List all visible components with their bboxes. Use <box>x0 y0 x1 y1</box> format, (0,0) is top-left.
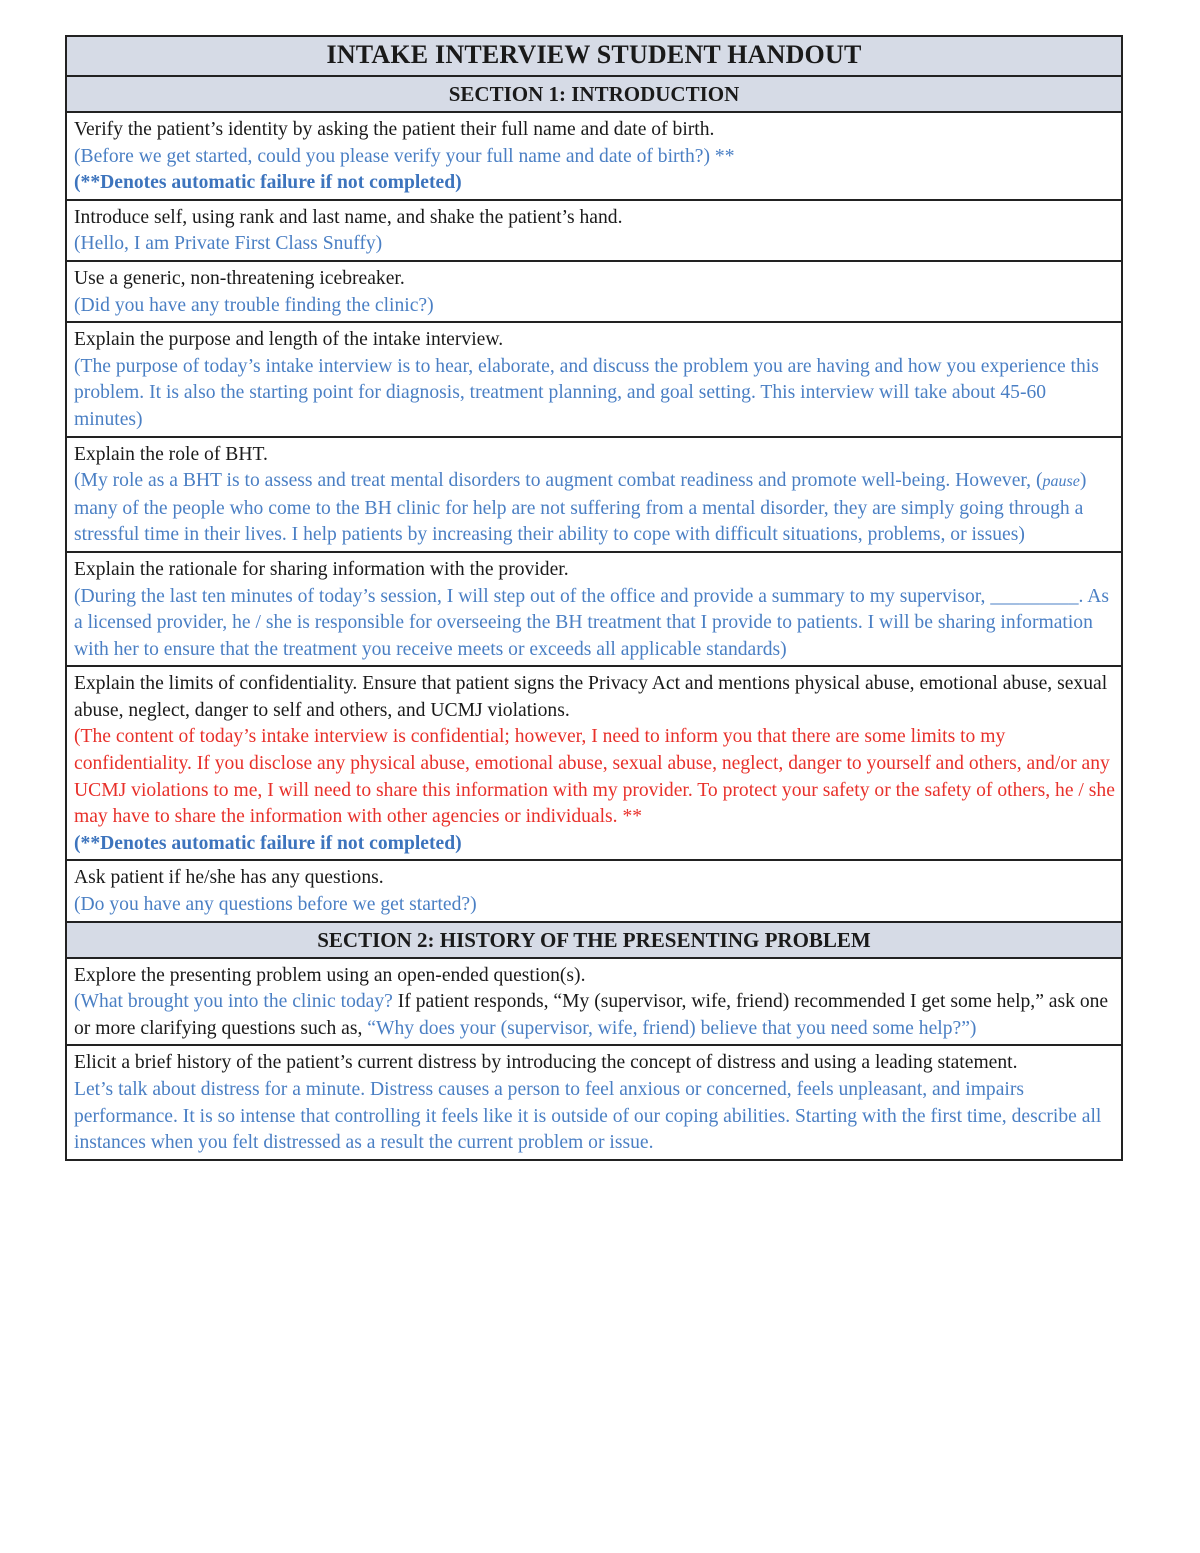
checklist-item-icebreaker <box>67 260 1121 321</box>
checklist-item-questions <box>67 859 1121 920</box>
item-instruction: Explore the presenting problem using an open-ended question(s). <box>74 964 586 986</box>
item-script <box>74 989 1115 1042</box>
item-script-part: ) many of the people who come to the BH clinic for help are not suffering from a mental disorder, they are simply going through a stressful time in their lives. I help patients by increasing their ability to cope with difficult situations, problems, or issues) <box>74 470 1087 546</box>
item-script: (Before we get started, could you please verify your full name and date of birth?) ** <box>74 145 735 167</box>
checklist-item-sharing-rationale <box>67 551 1121 665</box>
item-script-part: If patient responds, “My (supervisor, wife, friend) recommended I get some help,” ask one or more clarifying questions such as, <box>74 991 1109 1039</box>
item-instruction: Ask patient if he/she has any questions. <box>74 867 384 889</box>
handout-table <box>65 35 1123 1161</box>
item-script <box>74 468 1115 549</box>
item-instruction: Elicit a brief history of the patient’s current distress by introducing the concept of distress and using a leading statement. <box>74 1052 1018 1074</box>
item-script-part: (My role as a BHT is to assess and treat mental disorders to augment combat readiness and promote well-being. However, ( <box>74 470 1043 492</box>
item-instruction: Explain the purpose and length of the intake interview. <box>74 329 504 351</box>
pause-cue: pause <box>1042 473 1080 491</box>
item-instruction: Explain the role of BHT. <box>74 443 268 465</box>
item-instruction: Explain the rationale for sharing information with the provider. <box>74 558 569 580</box>
failure-note: (**Denotes automatic failure if not completed) <box>74 832 462 854</box>
item-script: Let’s talk about distress for a minute. Distress causes a person to feel anxious or concerned, feels unpleasant, and impairs performance. It is so intense that controlling it feels like it is outside of our coping abilities. Starting with the first time, describe all instances when you felt distressed as a result the current problem or issue. <box>74 1079 1102 1154</box>
checklist-item-verify-identity <box>67 111 1121 199</box>
item-instruction: Introduce self, using rank and last name, and shake the patient’s hand. <box>74 206 623 228</box>
item-script: (Did you have any trouble finding the clinic?) <box>74 294 434 316</box>
item-script: (Hello, I am Private First Class Snuffy) <box>74 233 383 255</box>
item-instruction: Verify the patient’s identity by asking the patient their full name and date of birth. <box>74 119 715 140</box>
checklist-item-role-of-bht <box>67 436 1121 551</box>
item-script-part: “Why does your (supervisor, wife, friend) believe that you need some help?”) <box>367 1017 977 1039</box>
section-1-heading: SECTION 1: INTRODUCTION <box>67 75 1121 111</box>
page-title: INTAKE INTERVIEW STUDENT HANDOUT <box>67 37 1121 75</box>
checklist-item-presenting-problem <box>67 957 1121 1045</box>
checklist-item-confidentiality <box>67 665 1121 859</box>
item-instruction: Use a generic, non-threatening icebreaker. <box>74 267 405 289</box>
item-script-part: (What brought you into the clinic today? <box>74 991 393 1013</box>
item-script: (Do you have any questions before we get started?) <box>74 894 477 916</box>
item-script: (The purpose of today’s intake interview is to hear, elaborate, and discuss the problem you are having and how you experience this problem. It is also the starting point for diagnosis, treatment planning, and goal setting. This interview will take about 45-60 minutes) <box>74 355 1099 430</box>
checklist-item-distress-history <box>67 1044 1121 1158</box>
failure-note: (**Denotes automatic failure if not completed) <box>74 172 462 194</box>
checklist-item-introduce-self <box>67 199 1121 260</box>
item-script: (The content of today’s intake interview is confidential; however, I need to inform you that there are some limits to my confidentiality. If you disclose any physical abuse, emotional abuse, sexual abuse, neglect, danger to yourself and others, and/or any UCMJ violations to me, I will need to share this information with my provider. To protect your safety or the safety of others, he / she may have to share the information with other agencies or individuals. ** <box>74 726 1115 828</box>
item-script: (During the last ten minutes of today’s session, I will step out of the office and provide a summary to my supervisor, _________. As a licensed provider, he / she is responsible for overseeing the BH treatment that I provide to patients. I will be sharing information with her to ensure that the treatment you receive meets or exceeds all applicable standards) <box>74 585 1109 660</box>
item-instruction: Explain the limits of confidentiality. Ensure that patient signs the Privacy Act and mentions physical abuse, emotional abuse, sexual abuse, neglect, danger to self and others, and UCMJ violations. <box>74 673 1108 721</box>
checklist-item-purpose-length <box>67 321 1121 435</box>
section-2-heading: SECTION 2: HISTORY OF THE PRESENTING PROBLEM <box>67 921 1121 957</box>
